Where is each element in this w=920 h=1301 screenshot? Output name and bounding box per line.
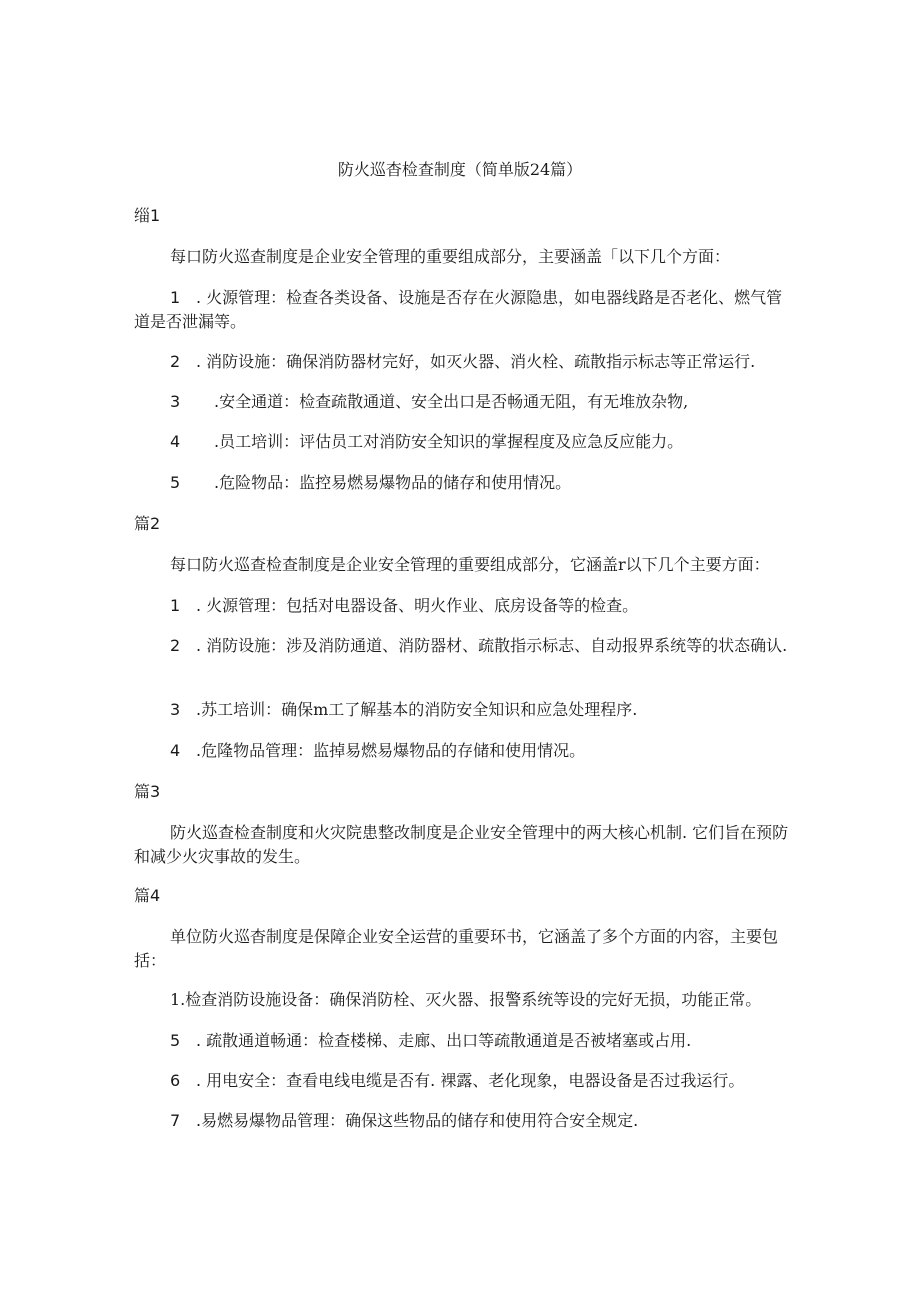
item-text: 1.检查消防设施设备：确保消防栓、灭火器、报警系统等设的完好无损，功能正常。 (170, 990, 762, 1009)
item-number: 3 (170, 392, 181, 411)
item-number: 7 (170, 1111, 181, 1130)
item-number: 3 (170, 700, 181, 719)
item-number: 4 (170, 432, 181, 451)
list-item (170, 594, 638, 618)
section-intro: 每口防火巡查制度是企业安全管理的重要组成部分，主要涵盖「以下几个方面： (170, 247, 731, 266)
list-item (170, 471, 571, 495)
item-text: .危险物品：监控易燃易爆物品的储存和使用情况。 (214, 473, 572, 492)
item-number: 2 (170, 636, 181, 655)
item-text: .苏工培训：确保m工了解基本的消防安全知识和应急处理程序. (196, 700, 638, 719)
item-text: . 火源管理：包括对电器设备、明火作业、底房设备等的检查。 (196, 596, 639, 615)
section-heading: 篇3 (134, 782, 161, 801)
list-item (134, 634, 794, 658)
section-intro: 单位防火巡杳制度是保障企业安全运营的重要环书，它涵盖了多个方面的内容，主要包括： (134, 927, 779, 970)
item-number: 4 (170, 741, 181, 760)
list-item (170, 698, 637, 722)
section-intro: 每口防火巡查检查制度是企业安全管理的重要组成部分，它涵盖r以下几个主要方面： (170, 555, 770, 574)
list-item (170, 1029, 691, 1053)
item-text: .安全通道：检查疏散通道、安全出口是否畅通无阻，有无堆放杂物, (214, 392, 689, 411)
list-item (170, 988, 761, 1012)
list-item (170, 350, 755, 374)
item-text: . 火源管理：检查各类设备、设施是否存在火源隐患，如电器线路是否老化、燃气管道是否泄漏等。 (134, 288, 783, 331)
list-item (134, 286, 794, 334)
item-number: 5 (170, 473, 181, 492)
item-number: 5 (170, 1031, 181, 1050)
section-heading: 缁1 (134, 206, 161, 225)
item-text: . 用电安全：查看电线电缆是否有. 裸露、老化现象，电器设备是否过我运行。 (196, 1071, 745, 1090)
item-number: 6 (170, 1071, 181, 1090)
list-item (170, 1069, 744, 1093)
document-title: 防火巡杳检查制度（简单版24篇） (337, 160, 583, 179)
list-item (170, 1109, 638, 1133)
item-number: 2 (170, 352, 181, 371)
item-text: .危隆物品管理：监掉易燃易爆物品的存储和使用情况。 (196, 741, 586, 760)
item-text: .易燃易爆物品管理：确保这些物品的储存和使用符合安全规定. (196, 1111, 639, 1130)
item-text: .员工培训：评估员工对消防安全知识的掌握程度及应急反应能力。 (214, 432, 684, 451)
list-item (170, 739, 585, 763)
section-heading: 篇2 (134, 514, 161, 533)
item-number: 1 (170, 288, 181, 307)
section-heading: 篇4 (134, 886, 161, 905)
list-item (170, 430, 683, 454)
item-text: . 消防设施：确保消防器材完好，如灭火器、消火栓、疏散指示标志等正常运行. (196, 352, 756, 371)
item-number: 1 (170, 596, 181, 615)
item-text: . 消防设施：涉及消防通道、消防器材、疏散指示标志、自动报界系统等的状态确认. (196, 636, 788, 655)
item-text: . 疏散通道畅通：检查楼梯、走廊、出口等疏散通道是否被堵塞或占用. (196, 1031, 692, 1050)
list-item (170, 390, 688, 414)
section-intro: 防火巡查检查制度和火灾院患整改制度是企业安全管理中的两大核心机制. 它们旨在预防和减少火灾事故的发生。 (134, 823, 789, 866)
